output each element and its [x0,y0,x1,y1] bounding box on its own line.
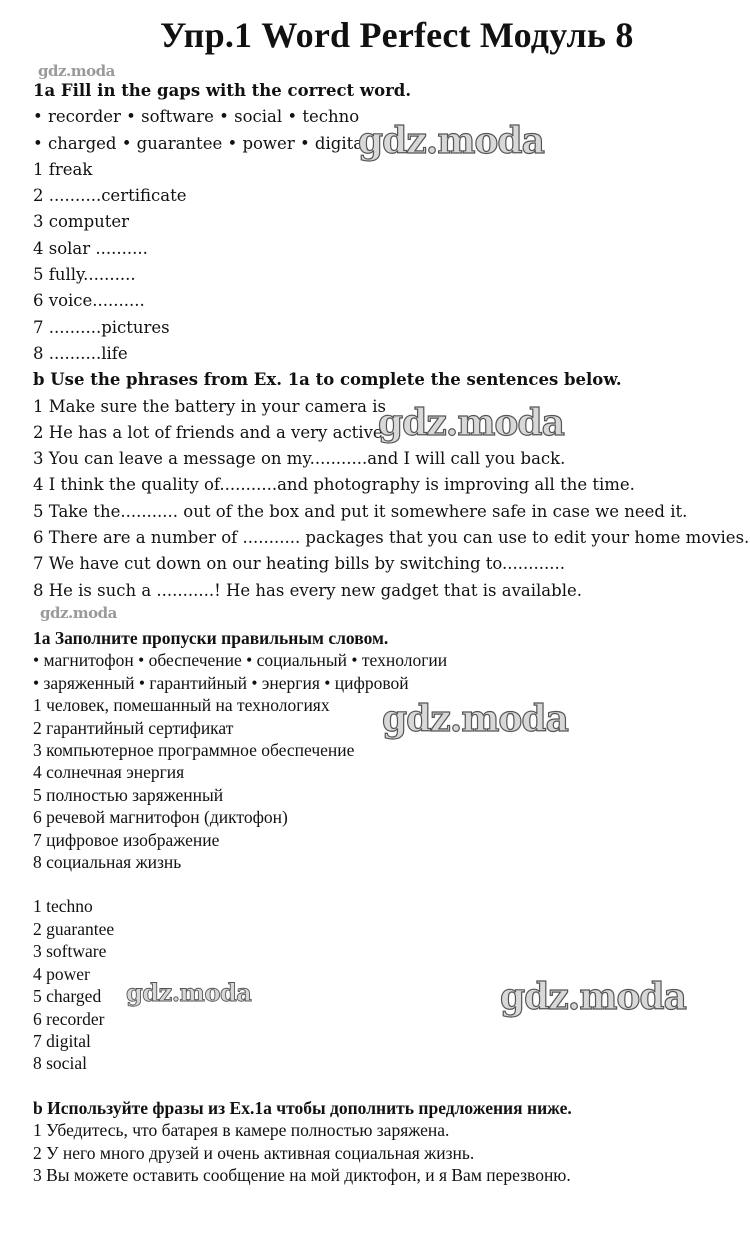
ex1a-heading: 1a Fill in the gaps with the correct word. [33,81,412,100]
ex1a-item: 2 ..........certificate [33,186,187,206]
ru-ex1a-item: 7 цифровое изображение [33,829,220,850]
answer-item: 8 social [33,1053,87,1074]
ex1b-item: 1 Make sure the battery in your camera is [33,396,386,416]
ex1a-item: 6 voice.......... [33,291,145,311]
ex1b-item: 3 You can leave a message on my...........and I will call you back. [33,449,566,469]
ex1b-item: 6 There are a number of ........... packages that you can use to edit your home movies. [33,528,750,548]
answer-item: 3 software [33,941,107,962]
watermark: gdz.moda [38,62,115,80]
ru-ex1b-item: 1 Убедитесь, что батарея в камере полностью заряжена. [33,1120,450,1141]
watermark: gdz.moda [40,604,117,622]
ex1a-item: 8 ..........life [33,343,128,363]
ex1a-words-line2: • charged • guarantee • power • digital [33,133,369,153]
ru-ex1a-item: 3 компьютерное программное обеспечение [33,740,355,761]
watermark: gdz.moda [382,698,568,740]
ex1a-item: 7 ..........pictures [33,317,170,337]
answer-item: 7 digital [33,1030,91,1051]
ru-ex1a-item: 2 гарантийный сертификат [33,717,234,738]
ex1b-item: 4 I think the quality of...........and photography is improving all the time. [33,475,635,495]
ru-ex1a-heading: 1a Заполните пропуски правильным словом. [33,628,389,648]
ru-ex1a-item: 8 социальная жизнь [33,852,182,873]
ex1a-item: 1 freak [33,159,93,179]
answer-item: 1 techno [33,896,93,917]
ru-ex1b-item: 2 У него много друзей и очень активная социальная жизнь. [33,1142,475,1163]
ru-ex1a-item: 1 человек, помешанный на технологиях [33,695,330,716]
page-title: Упр.1 Word Perfect Модуль 8 [160,15,634,55]
ex1b-heading: b Use the phrases from Ex. 1a to complete the sentences below. [33,370,622,390]
ex1b-item: 7 We have cut down on our heating bills by switching to............ [33,554,565,574]
ru-ex1a-item: 6 речевой магнитофон (диктофон) [33,807,288,828]
ru-words-line2: • заряженный • гарантийный • энергия • цифровой [33,672,409,693]
ex1a-words-line1: • recorder • software • social • techno [33,107,360,127]
ru-ex1a-item: 4 солнечная энергия [33,762,185,783]
ex1a-item: 5 fully.......... [33,265,136,285]
answer-item: 5 charged [33,986,102,1007]
answer-item: 2 guarantee [33,918,115,939]
ex1b-item: 8 He is such a ...........! He has every new gadget that is available. [33,580,582,600]
ex1a-item: 3 computer [33,212,130,232]
watermark: gdz.moda [358,120,544,162]
ru-ex1b-heading: b Используйте фразы из Ex.1a чтобы дополнить предложения ниже. [33,1097,572,1118]
answer-item: 4 power [33,963,90,984]
ex1a-item: 4 solar .......... [33,238,148,258]
watermark: gdz.moda [378,402,564,444]
ru-words-line1: • магнитофон • обеспечение • социальный • технологии [33,650,448,671]
watermark: gdz.moda [500,976,686,1018]
ru-ex1a-item: 5 полностью заряженный [33,784,224,805]
ex1b-item: 5 Take the........... out of the box and put it somewhere safe in case we need it. [33,501,688,521]
ru-ex1b-item: 3 Вы можете оставить сообщение на мой диктофон, и я Вам перезвоню. [33,1164,571,1185]
ex1b-item: 2 He has a lot of friends and a very active [33,422,383,442]
watermark: gdz.moda [126,978,252,1007]
answer-item: 6 recorder [33,1008,105,1029]
